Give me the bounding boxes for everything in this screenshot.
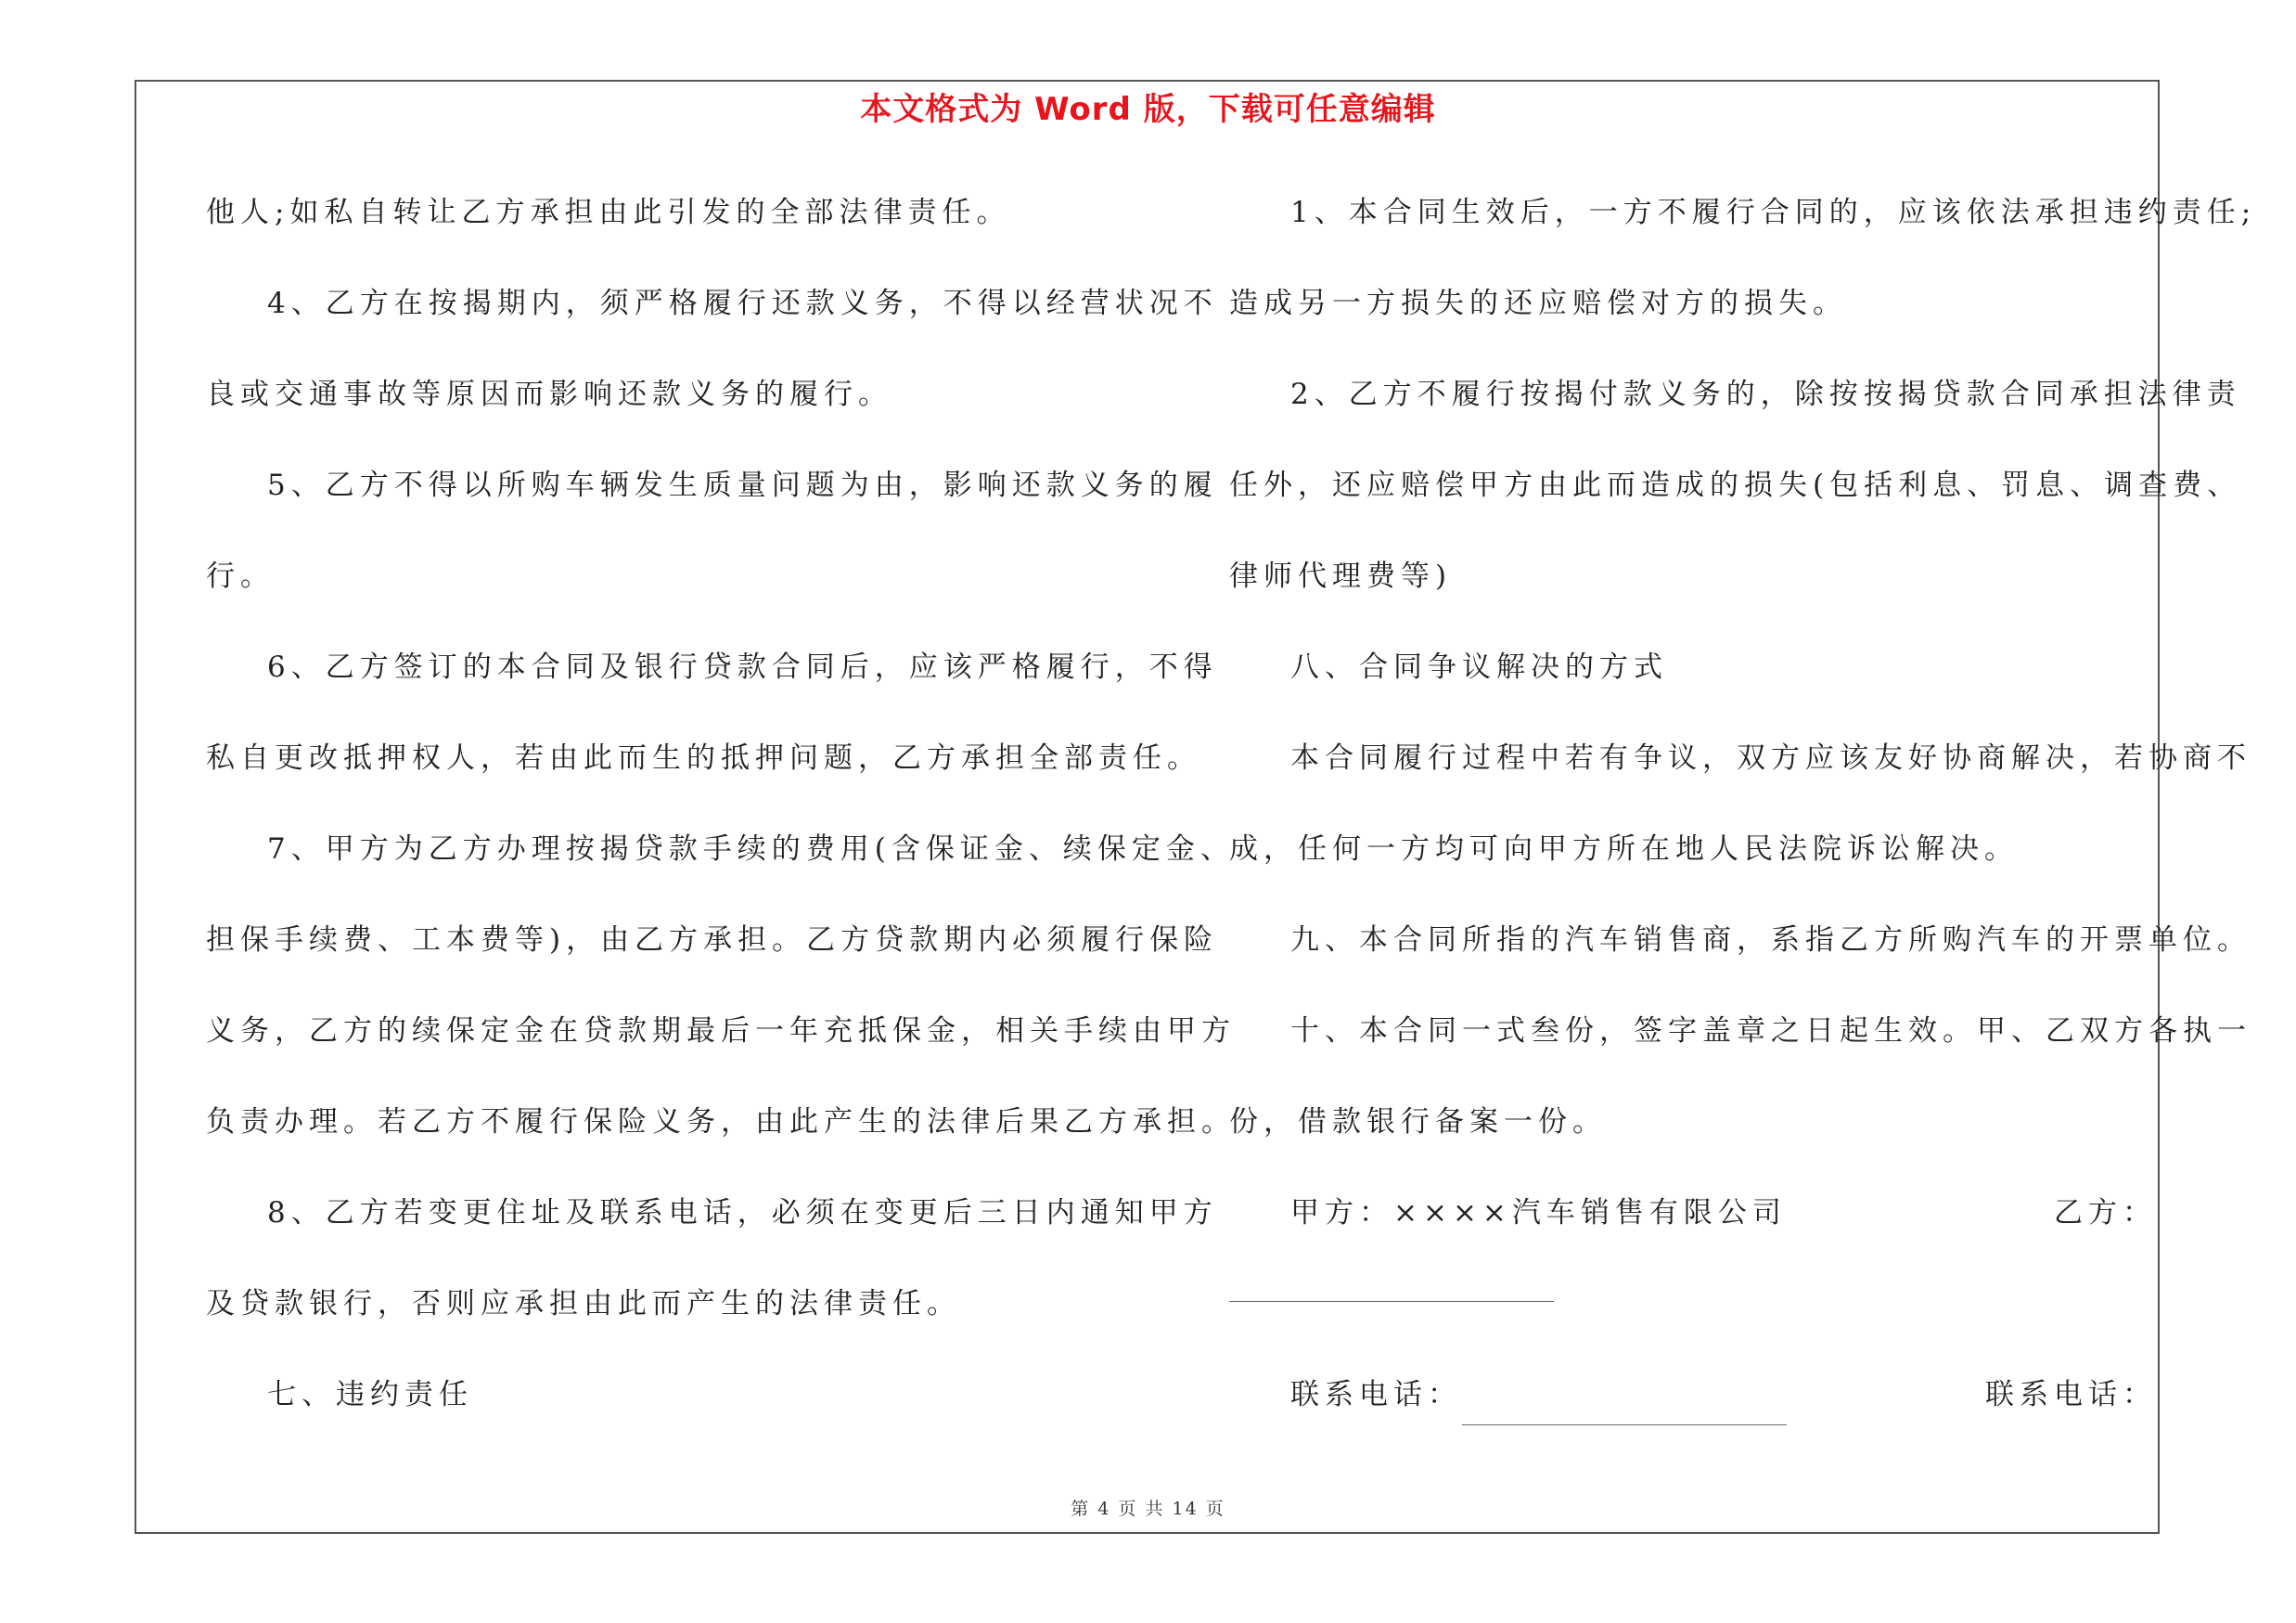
party-a-label: 甲方： <box>1290 1196 1393 1230</box>
paragraph-line: 成，任何一方均可向甲方所在地人民法院诉讼解决。 <box>1229 832 2019 866</box>
signature-row <box>1229 1182 2157 1273</box>
right-text-column <box>1229 182 2257 1455</box>
left-text-column <box>206 182 1236 1455</box>
phone-a-blank <box>1462 1387 1787 1425</box>
paragraph-line: 8、乙方若变更住址及联系电话，必须在变更后三日内通知甲方 <box>267 1196 1218 1230</box>
paragraph-line: 行。 <box>206 560 275 593</box>
paragraph-line: 良或交通事故等原因而影响还款义务的履行。 <box>206 378 892 411</box>
paragraph-line: 他人;如私自转让乙方承担由此引发的全部法律责任。 <box>206 196 1011 229</box>
paragraph-line: 任外，还应赔偿甲方由此而造成的损失(包括利息、罚息、调查费、 <box>1229 469 2242 502</box>
paragraph-line: 7、甲方为乙方办理按揭贷款手续的费用(含保证金、续保定金、 <box>267 832 1235 866</box>
paragraph-line: 1、本合同生效后，一方不履行合同的，应该依法承担违约责任; <box>1290 196 2257 229</box>
paragraph-line: 本合同履行过程中若有争议，双方应该友好协商解决，若协商不 <box>1290 741 2251 775</box>
section-heading: 八、合同争议解决的方式 <box>1290 650 1668 684</box>
signature-underline <box>1229 1301 1554 1302</box>
phone-b-label: 联系电话： <box>1985 1378 2157 1411</box>
page-number: 第 4 页 共 14 页 <box>1071 1499 1225 1519</box>
paragraph-line: 私自更改抵押权人，若由此而生的抵押问题，乙方承担全部责任。 <box>206 741 1201 775</box>
phone-row <box>1229 1364 2157 1455</box>
paragraph-line: 2、乙方不履行按揭付款义务的，除按按揭贷款合同承担法律责 <box>1290 378 2241 411</box>
section-heading: 七、违约责任 <box>267 1378 473 1411</box>
paragraph-line: 律师代理费等) <box>1229 560 1453 593</box>
paragraph-line: 担保手续费、工本费等)，由乙方承担。乙方贷款期内必须履行保险 <box>206 923 1219 957</box>
paragraph-line: 份，借款银行备案一份。 <box>1229 1105 1607 1139</box>
paragraph-line: 十、本合同一式叁份，签字盖章之日起生效。甲、乙双方各执一 <box>1290 1014 2251 1048</box>
phone-a-label: 联系电话： <box>1290 1378 1462 1411</box>
paragraph-line: 及贷款银行，否则应承担由此而产生的法律责任。 <box>206 1287 961 1320</box>
paragraph-line: 4、乙方在按揭期内，须严格履行还款义务，不得以经营状况不 <box>267 287 1218 320</box>
paragraph-line: 九、本合同所指的汽车销售商，系指乙方所购汽车的开票单位。 <box>1290 923 2251 957</box>
editable-notice-banner: 本文格式为 Word 版，下载可任意编辑 <box>860 91 1436 128</box>
paragraph-line: 造成另一方损失的还应赔偿对方的损失。 <box>1229 287 1847 320</box>
party-b-signature-blank <box>1229 1273 2157 1364</box>
paragraph-line: 义务，乙方的续保定金在贷款期最后一年充抵保金，相关手续由甲方 <box>206 1014 1236 1048</box>
paragraph-line: 5、乙方不得以所购车辆发生质量问题为由，影响还款义务的履 <box>267 469 1218 502</box>
paragraph-line: 6、乙方签订的本合同及银行贷款合同后，应该严格履行，不得 <box>267 650 1218 684</box>
party-a-name: ××××汽车销售有限公司 <box>1393 1196 1787 1230</box>
party-b-label: 乙方： <box>2054 1196 2157 1230</box>
paragraph-line: 负责办理。若乙方不履行保险义务，由此产生的法律后果乙方承担。 <box>206 1105 1236 1139</box>
